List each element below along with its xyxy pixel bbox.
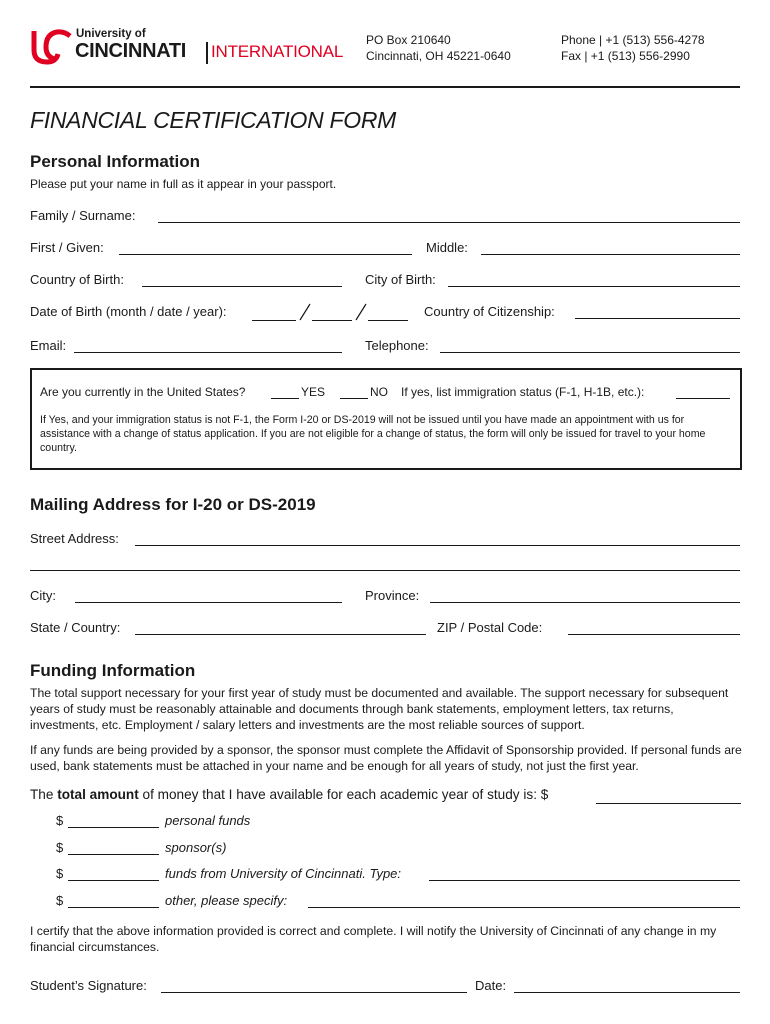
us-note: If Yes, and your immigration status is not F-1, the Form I-20 or DS-2019 will not be issued until you have made an appointment with us for assistance with a change of status application. If you are not eligible for a change of status, the form will only be issued for travel to your home country. [40, 414, 706, 454]
middle-label: Middle: [426, 240, 468, 255]
dob-month-field[interactable] [252, 320, 296, 321]
citizenship-label: Country of Citizenship: [424, 304, 555, 319]
other-specify-field[interactable] [308, 907, 740, 908]
telephone-field[interactable] [440, 352, 740, 353]
zip-field[interactable] [568, 634, 740, 635]
middle-field[interactable] [481, 254, 740, 255]
zip-label: ZIP / Postal Code: [437, 620, 543, 635]
signature-label: Student’s Signature: [30, 978, 147, 993]
email-label: Email: [30, 338, 67, 353]
family-label: Family / Surname: [30, 208, 136, 223]
logo-international: INTERNATIONAL [211, 42, 344, 61]
uc-funds-amount[interactable] [68, 880, 159, 881]
phone-text: Phone | +1 (513) 556-4278 [561, 33, 705, 47]
state-label: State / Country: [30, 620, 121, 635]
dob-year-field[interactable] [368, 320, 408, 321]
citizenship-field[interactable] [575, 318, 740, 319]
logo-cincinnati: CINCINNATI [75, 40, 187, 62]
dob-slash-2 [354, 302, 368, 322]
us-question: Are you currently in the United States? [40, 385, 246, 399]
total-amount-text [30, 787, 548, 802]
province-label: Province: [365, 588, 420, 603]
funding-para-1: The total support necessary for your first year of study must be documented and available. The support necessary for subsequent years of study must be reasonably attainable and documents through bank statements, employment letters, tax returns, investments, etc. Employment / salary letters and investments are the most reliable sources of support. [30, 686, 729, 732]
us-status-prompt: If yes, list immigration status (F-1, H-1B, etc.): [401, 385, 645, 399]
us-yes-blank[interactable] [271, 398, 299, 399]
certify-text: I certify that the above information provided is correct and complete. I will notify the University of Cincinnati of any change in my financial circumstances. [30, 924, 717, 954]
us-no-blank[interactable] [340, 398, 368, 399]
country-birth-label: Country of Birth: [30, 272, 124, 287]
uc-funds-label: funds from University of Cincinnati. Type: [165, 866, 402, 881]
us-yes-label: YES [301, 385, 326, 399]
funding-para-2: If any funds are being provided by a sponsor, the sponsor must complete the Affidavit of Sponsorship provided. If personal funds are used, bank statements must be attached in your name and be enough for all years of study, not just the first year. [30, 743, 742, 773]
dollar-3: $ [56, 866, 64, 881]
city-label: City: [30, 588, 56, 603]
first-field[interactable] [119, 254, 412, 255]
other-funds-label: other, please specify: [165, 893, 288, 908]
form-title: FINANCIAL CERTIFICATION FORM [30, 107, 397, 133]
state-field[interactable] [135, 634, 426, 635]
total-pre: The [30, 787, 58, 802]
personal-funds-amount[interactable] [68, 827, 159, 828]
uc-monogram-icon [30, 28, 72, 66]
address-line-1: PO Box 210640 [366, 33, 451, 47]
dob-date-field[interactable] [312, 320, 352, 321]
logo-university-of: University of [76, 28, 146, 40]
telephone-label: Telephone: [365, 338, 429, 353]
fax-text: Fax | +1 (513) 556-2990 [561, 49, 690, 63]
total-bold: total amount [57, 787, 139, 802]
other-funds-amount[interactable] [68, 907, 159, 908]
total-amount-field[interactable] [596, 803, 741, 804]
dollar-2: $ [56, 840, 64, 855]
uc-logo [30, 28, 350, 68]
signature-field[interactable] [161, 992, 467, 993]
date-label: Date: [475, 978, 507, 993]
personal-heading: Personal Information [30, 152, 201, 171]
email-field[interactable] [74, 352, 342, 353]
funding-heading: Funding Information [30, 661, 196, 680]
header-rule [30, 86, 740, 88]
dollar-4: $ [56, 893, 64, 908]
date-field[interactable] [514, 992, 740, 993]
sponsor-amount[interactable] [68, 854, 159, 855]
us-no-label: NO [370, 385, 388, 399]
us-status-field[interactable] [676, 398, 730, 399]
street-field-2[interactable] [30, 570, 740, 571]
total-post: of money that I have available for each academic year of study is: $ [138, 787, 549, 802]
uc-funds-type-field[interactable] [429, 880, 740, 881]
dob-label: Date of Birth (month / date / year): [30, 304, 227, 319]
city-birth-field[interactable] [448, 286, 740, 287]
address-line-2: Cincinnati, OH 45221-0640 [366, 49, 511, 63]
family-field[interactable] [158, 222, 740, 223]
mailing-heading: Mailing Address for I-20 or DS-2019 [30, 495, 316, 514]
dollar-1: $ [56, 813, 64, 828]
personal-funds-label: personal funds [165, 813, 251, 828]
street-label: Street Address: [30, 531, 119, 546]
dob-slash-1 [298, 302, 312, 322]
province-field[interactable] [430, 602, 740, 603]
personal-instruction: Please put your name in full as it appear in your passport. [30, 177, 337, 191]
sponsor-label: sponsor(s) [165, 840, 227, 855]
city-field[interactable] [75, 602, 342, 603]
first-label: First / Given: [30, 240, 104, 255]
logo-divider [206, 42, 208, 64]
city-birth-label: City of Birth: [365, 272, 436, 287]
street-field-1[interactable] [135, 545, 740, 546]
country-birth-field[interactable] [142, 286, 342, 287]
